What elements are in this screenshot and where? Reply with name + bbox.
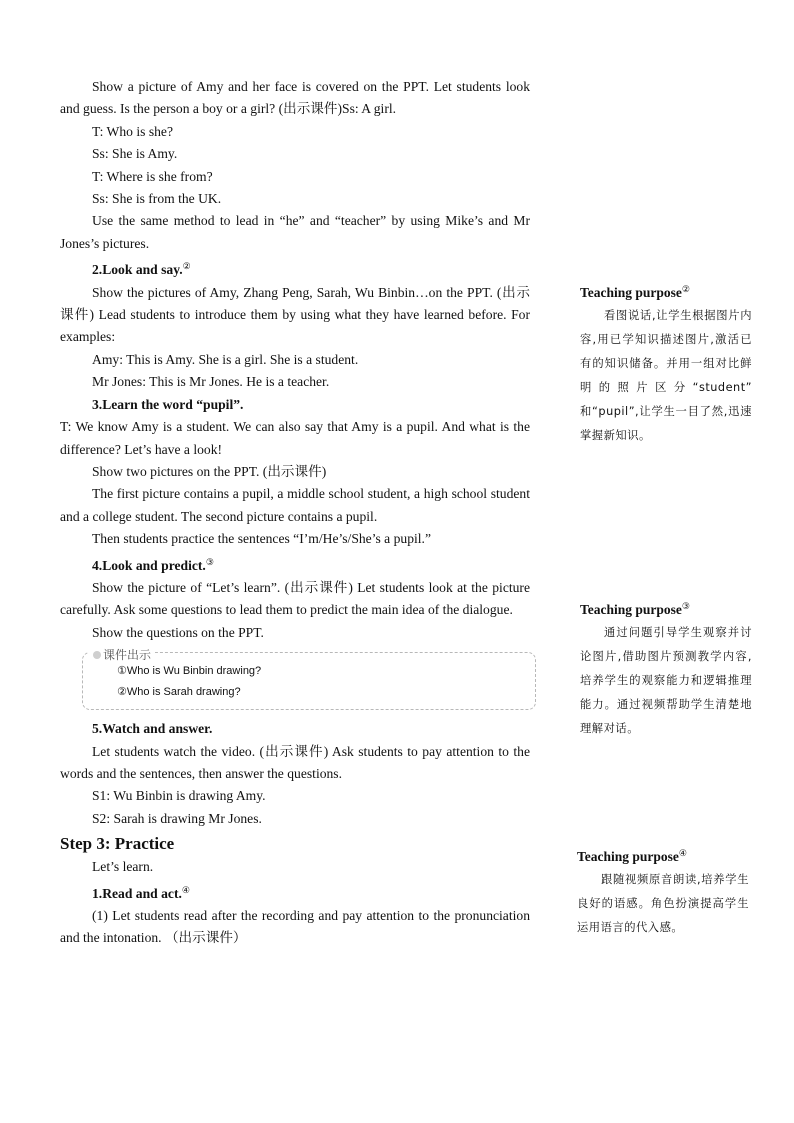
body-paragraph: Show the picture of “Let’s learn”. (出示课件) Let students look at the picture carefully. Ask some questions to lead them to predict the main idea of the dialogue. (60, 579, 530, 618)
body-paragraph: Show two pictures on the PPT. (出示课件) (92, 463, 327, 479)
section-heading-look-and-predict: 4.Look and predict.③ (92, 556, 214, 573)
note-text: 看图说话,让学生根据图片内容,用已学知识描述图片,激活已有的知识储备。并用一组对比鲜明的照片区分“student” 和“pupil”,让学生一目了然,迅速掌握新知识。 (580, 309, 752, 442)
body-paragraph: Show the questions on the PPT. (92, 624, 264, 640)
section-heading-learn-word: 3.Learn the word “pupil”. (92, 396, 244, 412)
note-title: Teaching purpose③ (580, 601, 690, 617)
answer-line: S1: Wu Binbin is drawing Amy. (92, 788, 266, 804)
note-text: 跟随视频原音朗读,培养学生良好的语感。角色扮演提高学生运用语言的代入感。 (577, 873, 749, 934)
body-paragraph: (1) Let students read after the recording and pay attention to the pronunciation and the intonation. （出示课件） (60, 908, 530, 946)
section-heading-look-and-say: 2.Look and say.② (92, 261, 191, 278)
question-item: ②Who is Sarah drawing? (117, 686, 241, 699)
body-paragraph: The first picture contains a pupil, a middle school student, a high school student and a college student. The second picture contains a pupil. (60, 486, 530, 524)
body-paragraph: Show the pictures of Amy, Zhang Peng, Sarah, Wu Binbin…on the PPT. (出示课件) Lead students to introduce them by using what they have learned before. For examples: (60, 284, 530, 345)
body-paragraph: T: We know Amy is a student. We can also say that Amy is a pupil. And what is the difference? Let’s have a look! (60, 419, 530, 457)
note-text: 通过问题引导学生观察并讨论图片,借助图片预测教学内容,培养学生的观察能力和逻辑推理能力。通过视频帮助学生清楚地理解对话。 (580, 626, 752, 735)
note-marker: ④ (678, 848, 687, 858)
intro-paragraph: Use the same method to lead in “he” and “teacher” by using Mike’s and Mr Jones’s pictures. (60, 213, 530, 251)
note-marker: ② (182, 261, 191, 272)
note-marker: ③ (205, 556, 214, 567)
body-paragraph: Let’s learn. (92, 859, 154, 875)
body-paragraph: Then students practice the sentences “I’m/He’s/She’s a pupil.” (92, 531, 431, 547)
section-heading-watch-answer: 5.Watch and answer. (92, 721, 213, 737)
question-item: ①Who is Wu Binbin drawing? (117, 665, 262, 678)
example-line: Amy: This is Amy. She is a girl. She is a student. (92, 351, 359, 367)
teaching-purpose-note (580, 278, 752, 448)
courseware-tag: 课件出示 (89, 646, 155, 663)
note-marker: ④ (181, 884, 190, 895)
note-title: Teaching purpose④ (577, 848, 687, 864)
lesson-main-column (60, 76, 530, 950)
dialogue-line: T: Where is she from? (92, 168, 213, 184)
answer-line: S2: Sarah is drawing Mr Jones. (92, 810, 262, 826)
teaching-purpose-note (577, 842, 749, 940)
dialogue-line: Ss: She is Amy. (92, 146, 178, 162)
note-marker: ② (681, 284, 690, 294)
body-paragraph: Let students watch the video. (出示课件) Ask students to pay attention to the words and the sentences, then answer the questions. (60, 743, 530, 781)
example-line: Mr Jones: This is Mr Jones. He is a teacher. (92, 374, 330, 390)
dialogue-line: Ss: She is from the UK. (92, 191, 222, 207)
section-heading-read-act: 1.Read and act.④ (92, 884, 190, 901)
courseware-box (82, 648, 536, 710)
intro-paragraph: Show a picture of Amy and her face is covered on the PPT. Let students look and guess. Is the person a boy or a girl? (出示课件)Ss: A girl. (60, 79, 530, 117)
dialogue-line: T: Who is she? (92, 123, 173, 139)
step-heading: Step 3: Practice (60, 834, 175, 854)
note-title: Teaching purpose② (580, 284, 690, 300)
note-marker: ③ (681, 601, 690, 611)
teaching-purpose-note (580, 595, 752, 741)
